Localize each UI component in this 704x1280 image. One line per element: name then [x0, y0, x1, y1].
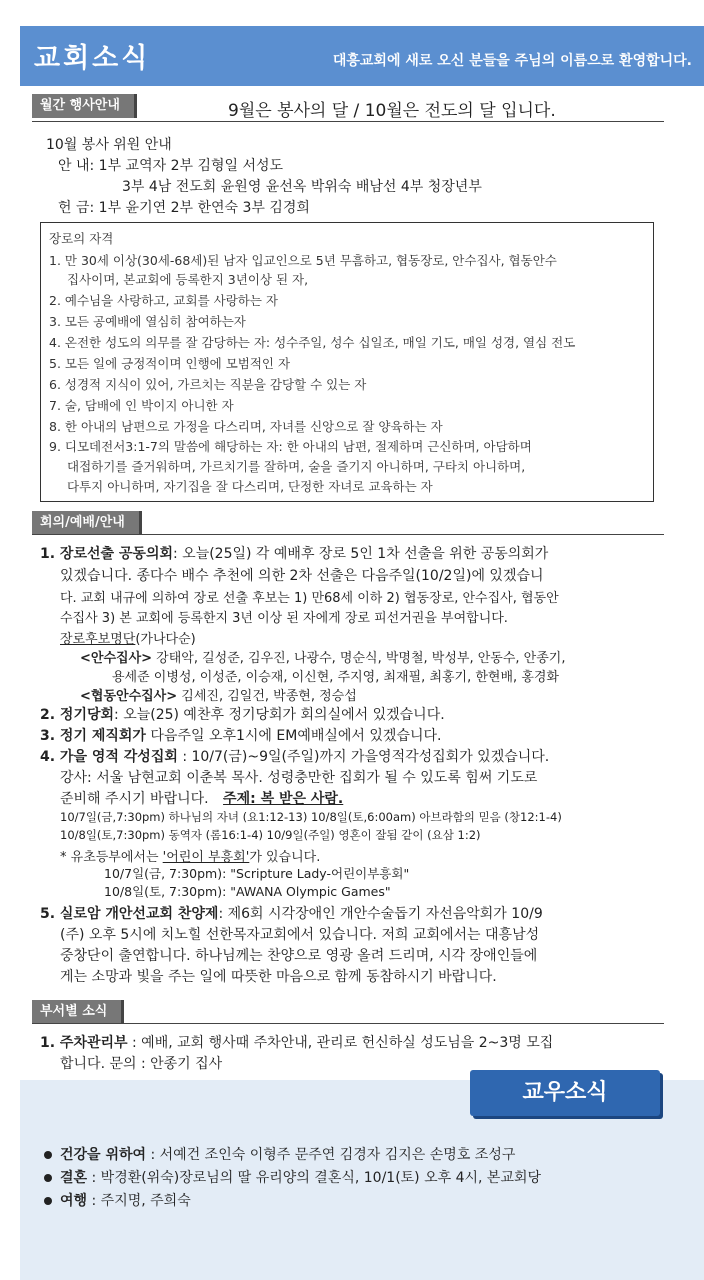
schedule-line: 10/8일(토,7:30pm) 동역자 (롬16:1-4) 10/9일(주일) 영혼이 잘됨 같이 (요삼 1:2): [60, 828, 481, 842]
coop-label: <협동안수집사>: [80, 689, 178, 704]
coop-candidates: [80, 685, 357, 704]
meeting-item-4-line3: [60, 788, 343, 808]
qualification-item: 6. 성경적 지식이 있어, 가르치는 직분을 감당할 수 있는 자: [49, 377, 367, 392]
qualification-item: 다투지 아니하며, 자기집을 잘 다스리며, 단정한 자녀로 교육하는 자: [67, 479, 433, 494]
meeting-item-5: [40, 903, 543, 923]
meeting-item-text: 중창단이 출연합니다. 하나님께는 찬양으로 영광 올려 드리며, 시각 장애인들에: [60, 948, 538, 964]
deacon-candidates: [80, 647, 566, 666]
monthly-line: 10월 봉사 위원 안내: [46, 137, 172, 153]
member-news-item: [44, 1190, 191, 1210]
bullet-icon: [44, 1197, 52, 1205]
member-news-title: 건강을 위하여: [60, 1147, 147, 1163]
department-item-text: : 예배, 교회 행사때 주차안내, 관리로 헌신하실 성도님을 2~3명 모집: [127, 1035, 554, 1051]
schedule-line: 10/7일(금,7:30pm) 하나님의 자녀 (요1:12-13) 10/8일(토,6:00am) 아브라함의 믿음 (창12:1-4): [60, 810, 562, 824]
meeting-item-text: 게는 소망과 빛을 주는 일에 따뜻한 마음으로 함께 동참하시기 바랍니다.: [60, 969, 497, 985]
qualification-item: 7. 술, 담배에 인 박이지 아니한 자: [49, 398, 234, 413]
meeting-item-title: 5. 실로암 개안선교회 찬양제: [40, 906, 219, 922]
qualification-item: 1. 만 30세 이상(30세-68세)된 남자 입교인으로 5년 무흠하고, 협동장로, 안수집사, 협동안수: [49, 253, 557, 268]
kids-schedule: 10/7일(금, 7:30pm): "Scripture Lady-어린이부흥회": [104, 866, 410, 881]
meeting-item-text: (주) 오후 5시에 치노힐 선한목자교회에서 있습니다. 저희 교회에서는 대흥남성: [60, 927, 540, 943]
meeting-item-text: 다. 교회 내규에 의하여 장로 선출 후보는 1) 만68세 이하 2) 협동장로, 안수집사, 협동안: [60, 591, 559, 606]
qualification-item: 대접하기를 즐거워하며, 가르치기를 잘하며, 술을 즐기지 아니하며, 구타치 아니하며,: [67, 459, 526, 474]
qualification-item: 9. 디모데전서3:1-7의 말씀에 해당하는 자: 한 아내의 남편, 절제하며 근신하며, 아담하며: [49, 439, 532, 454]
divider: [32, 121, 664, 122]
kids-notice: [60, 846, 320, 865]
meeting-item-text: 수집사 3) 본 교회에 등록한지 3년 이상 된 자에게 장로 피선거권을 부여합니다.: [60, 611, 508, 626]
meeting-item-text: : 오늘(25일) 각 예배후 장로 5인 1차 선출을 위한 공동의회가: [173, 546, 549, 562]
welcome-text: 대흥교회에 새로 오신 분들을 주님의 이름으로 환영합니다.: [332, 53, 692, 69]
revival-theme: 주제: 복 받은 사람.: [223, 791, 344, 807]
meeting-item-text: 다음주일 오후1시에 EM예배실에서 있겠습니다.: [145, 728, 442, 744]
meeting-item-text: : 10/7(금)~9일(주일)까지 가을영적각성집회가 있겠습니다.: [177, 749, 550, 765]
kids-prefix: * 유초등부에서는: [60, 850, 163, 865]
meeting-item-title: 3. 정기 제직회가: [40, 728, 146, 744]
member-news-title: 여행: [60, 1193, 88, 1209]
monthly-label: 월간 행사안내: [32, 94, 137, 118]
member-news-title: 결혼: [60, 1170, 88, 1186]
candidates-title: 장로후보명단: [60, 632, 136, 647]
monthly-line: 헌 금: 1부 윤기연 2부 한연숙 3부 김경희: [58, 200, 310, 216]
deacon-list: 용세준 이병성, 이성준, 이승재, 이신현, 주지영, 최재필, 최홍기, 한현배, 홍경화: [112, 670, 559, 685]
departments-label: 부서별 소식: [32, 1000, 124, 1024]
department-item-text: 합니다. 문의 : 안종기 집사: [60, 1056, 223, 1072]
meetings-label: 회의/예배/안내: [32, 511, 142, 535]
page-title: 교회소식: [34, 43, 151, 74]
department-item-title: 1. 주차관리부: [40, 1035, 128, 1051]
qualifications-title: 장로의 자격: [49, 231, 114, 246]
qualification-item: 5. 모든 일에 긍정적이며 인행에 모범적인 자: [49, 356, 291, 371]
candidates-heading: [60, 628, 196, 647]
qualification-item: 8. 한 아내의 남편으로 가정을 다스리며, 자녀를 신앙으로 잘 양육하는 자: [49, 419, 443, 434]
header-bar: [20, 26, 704, 86]
kids-event: '어린이 부흥회': [162, 850, 250, 865]
qualification-item: 3. 모든 공예배에 열심히 참여하는자: [49, 314, 246, 329]
meeting-item-2: [40, 704, 445, 724]
meeting-item-4: [40, 746, 549, 766]
kids-schedule: 10/8일(토, 7:30pm): "AWANA Olympic Games": [104, 884, 391, 899]
member-news-text: : 서예건 조인숙 이형주 문주연 김경자 김지은 손명호 조성구: [146, 1147, 516, 1163]
coop-list: 김세진, 김일건, 박종현, 정승섭: [181, 689, 357, 704]
meeting-item-title: 4. 가을 영적 각성집회: [40, 749, 178, 765]
meeting-item-title: 1. 장로선출 공동의회: [40, 546, 173, 562]
bullet-icon: [44, 1151, 52, 1159]
meeting-item-1: [40, 543, 548, 563]
qualification-item: 4. 온전한 성도의 의무를 잘 감당하는 자: 성수주일, 성수 십일조, 매일 기도, 매일 성경, 열심 전도: [49, 335, 576, 350]
divider: [32, 534, 664, 535]
member-news-item: [44, 1167, 541, 1187]
member-news-text: : 주지명, 주희숙: [87, 1193, 191, 1209]
kids-suffix: 가 있습니다.: [249, 850, 321, 865]
meeting-item-text: 있겠습니다. 종다수 배수 추천에 의한 2차 선출은 다음주일(10/2일)에 있겠습니: [60, 568, 544, 584]
meeting-item-title: 2. 정기당회: [40, 707, 115, 723]
department-item-1: [40, 1032, 553, 1052]
qualification-item: 집사이며, 본교회에 등록한지 3년이상 된 자,: [67, 272, 309, 287]
monthly-line: 3부 4남 전도회 윤원영 윤선옥 박위숙 배남선 4부 청장년부: [122, 179, 482, 195]
qualification-item: 2. 예수님을 사랑하고, 교회를 사랑하는 자: [49, 293, 278, 308]
meeting-item-text: : 오늘(25) 예찬후 정기당회가 회의실에서 있겠습니다.: [114, 707, 445, 723]
divider: [32, 1023, 664, 1024]
meeting-item-text: 준비해 주시기 바랍니다.: [60, 791, 209, 807]
deacon-list: 강태악, 길성준, 김우진, 나광수, 명순식, 박명철, 박성부, 안동수, 안종기,: [156, 651, 566, 666]
members-label: 교우소식: [470, 1070, 660, 1116]
member-news-item: [44, 1144, 515, 1164]
qualifications-box: [40, 222, 654, 502]
candidates-note: (가나다순): [135, 632, 196, 647]
bullet-icon: [44, 1174, 52, 1182]
meeting-item-3: [40, 725, 441, 745]
monthly-headline: 9월은 봉사의 달 / 10월은 전도의 달 입니다.: [228, 101, 556, 121]
deacon-label: <안수집사>: [80, 651, 153, 666]
meeting-item-text: : 제6회 시각장애인 개안수술돕기 자선음악회가 10/9: [218, 906, 543, 922]
monthly-line: 안 내: 1부 교역자 2부 김형일 서성도: [58, 158, 284, 174]
meeting-item-text: 강사: 서울 남현교회 이춘복 목사. 성령충만한 집회가 될 수 있도록 힘써 기도로: [60, 770, 538, 786]
member-news-text: : 박경환(위숙)장로님의 딸 유리양의 결혼식, 10/1(토) 오후 4시, 본교회당: [87, 1170, 542, 1186]
